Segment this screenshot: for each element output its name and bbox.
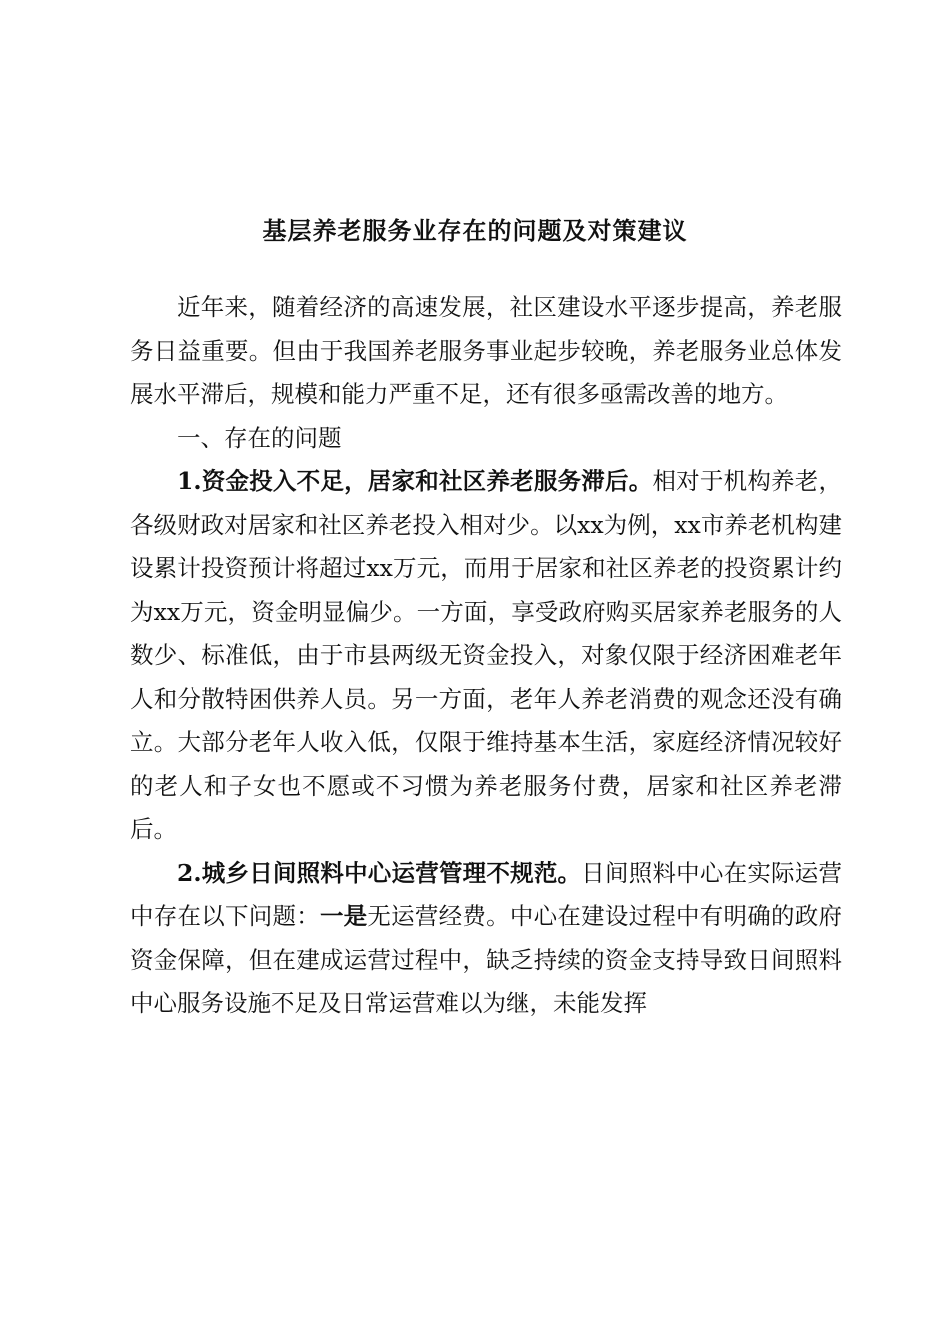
problem-item-1-lead: 1.资金投入不足，居家和社区养老服务滞后。	[177, 467, 653, 495]
problem-item-2-text-a: 日间照料中心在实际运营中存在以下问题：	[130, 858, 842, 930]
section-heading-problems	[130, 417, 842, 461]
problem-item-2-text-b: 无运营经费。中心在建设过程中有明确的政府资金保障，但在建成运营过程中，缺乏持续的资金支持导致日间照料中心服务设施不足及日常运营难以为继，未能发挥	[130, 902, 843, 1017]
problem-item-1	[130, 460, 842, 852]
problem-item-2-point-label: 一是	[319, 902, 368, 930]
document-body	[130, 286, 842, 1026]
problem-item-2-lead: 2.城乡日间照料中心运营管理不规范。	[177, 858, 582, 887]
intro-paragraph: 近年来，随着经济的高速发展，社区建设水平逐步提高，养老服务日益重要。但由于我国养老服务事业起步较晚，养老服务业总体发展水平滞后，规模和能力严重不足，还有很多亟需改善的地方。	[130, 293, 842, 408]
section-heading-text: 一、存在的问题	[177, 423, 342, 452]
problem-item-2	[130, 852, 842, 1026]
problem-item-1-text: 相对于机构养老，各级财政对居家和社区养老投入相对少。以xx为例，xx市养老机构建设累计投资预计将超过xx万元，而用于居家和社区养老的投资累计约为xx万元，资金明显偏少。一方面，享受政府购买居家养老服务的人数少、标准低，由于市县两级无资金投入，对象仅限于经济困难老年人和分散特困供养人员。另一方面，老年人养老消费的观念还没有确立。大部分老年人收入低，仅限于维持基本生活，家庭经济情况较好的老人和子女也不愿或不习惯为养老服务付费，居家和社区养老滞后。	[130, 467, 842, 843]
document-title: 基层养老服务业存在的问题及对策建议	[262, 216, 688, 245]
